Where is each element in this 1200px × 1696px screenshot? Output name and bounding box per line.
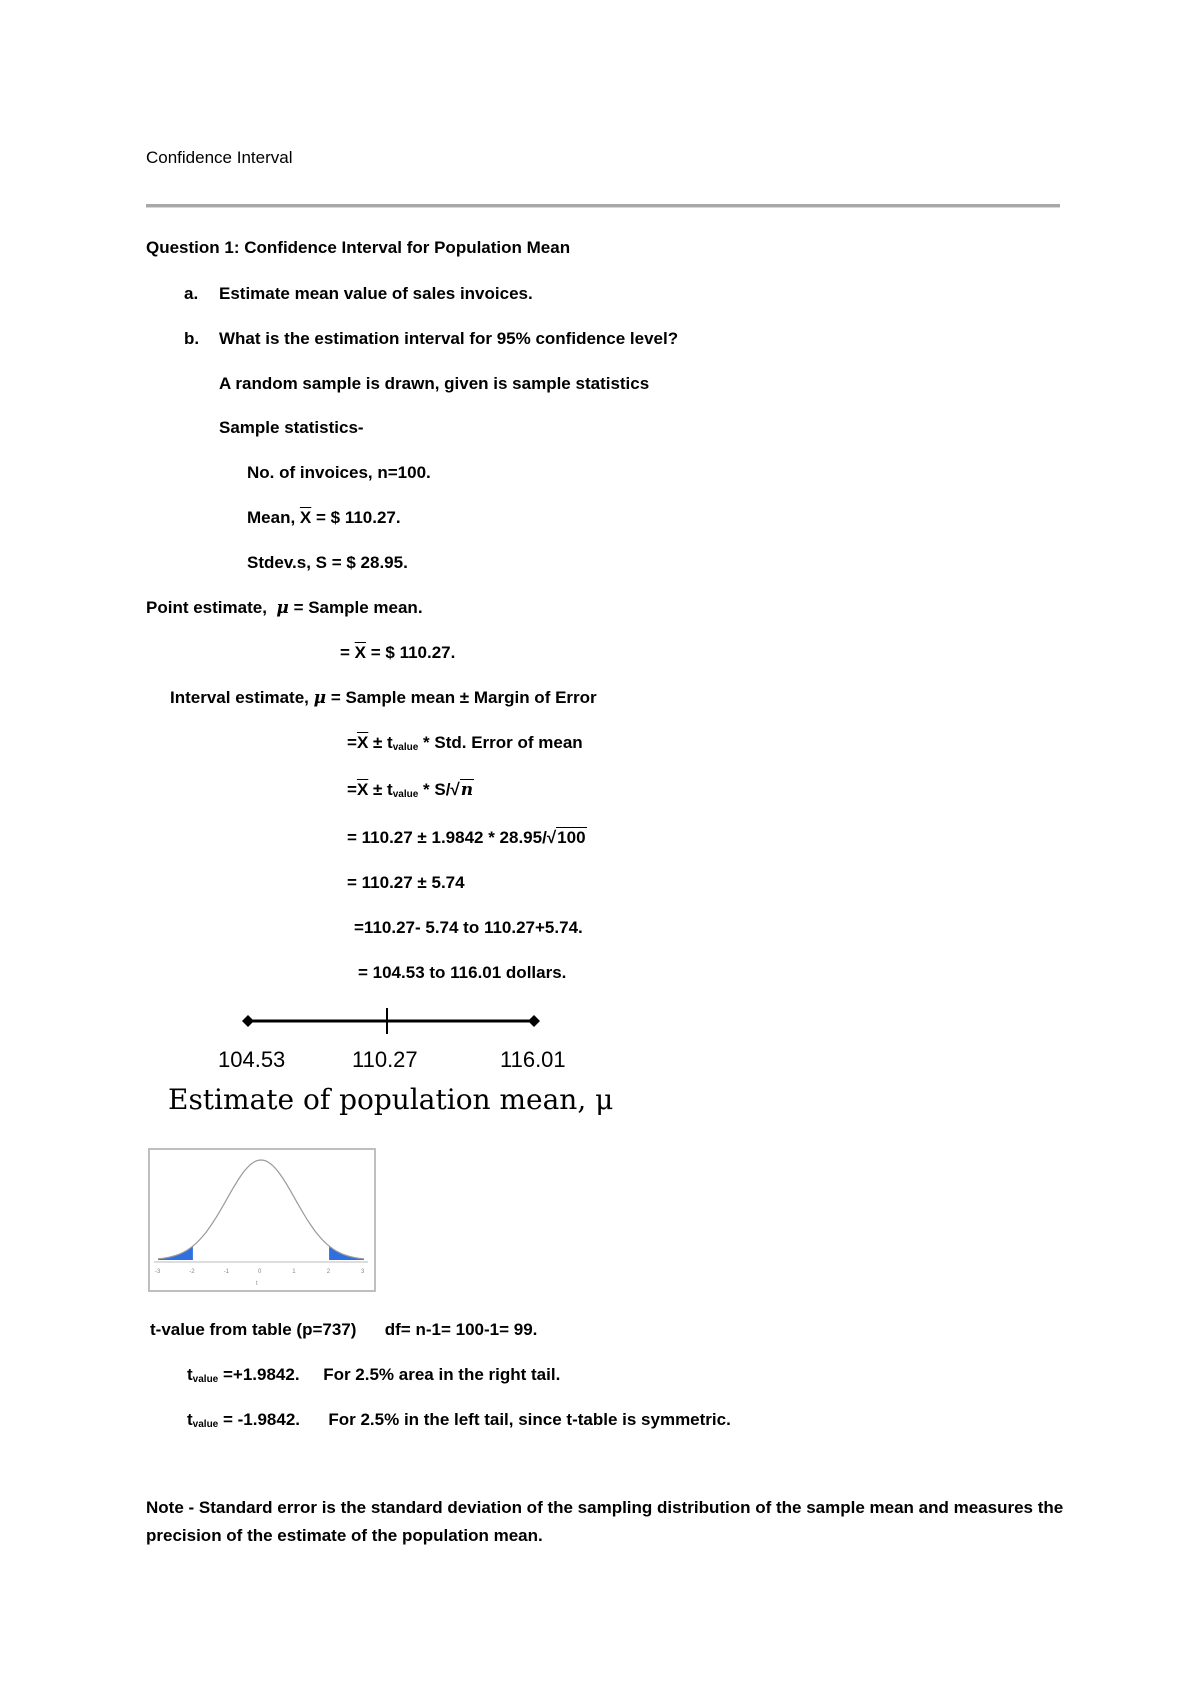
point-estimate-label: Point estimate, [146, 598, 267, 617]
interval-step-3 [347, 828, 587, 848]
interval-estimate-line [170, 688, 597, 708]
interval-step-3-text: = 110.27 ± 1.9842 * 28.95/ [347, 828, 547, 847]
stat-mean-value: = $ 110.27. [315, 508, 401, 527]
stat-sd: Stdev.s, S = $ 28.95. [247, 553, 408, 572]
interval-step-1-rest: * Std. Error of mean [418, 733, 583, 752]
t-distribution-curve [158, 1160, 364, 1259]
point-estimate-value [340, 643, 455, 663]
t-subscript: value [392, 789, 419, 800]
t-value-table-line [150, 1320, 537, 1340]
t-value-negative [187, 1410, 731, 1435]
t-value-table-ref: t-value from table (p=737) [150, 1320, 357, 1339]
document-title: Confidence Interval [146, 148, 293, 167]
point-estimate-amount: = $ 110.27. [370, 643, 456, 662]
x-bar-symbol: $\overline{X}$ [356, 780, 369, 799]
sqrt-argument: n [460, 780, 474, 800]
t-subscript: value [192, 1419, 219, 1430]
plus-minus-t: ± t [368, 733, 393, 752]
t-tick-label: -1 [223, 1269, 230, 1275]
stat-mean [247, 508, 401, 528]
x-bar-symbol: $\overline{X}$ [356, 733, 369, 752]
stat-n: No. of invoices, n=100. [247, 463, 431, 482]
t-positive-note: For 2.5% area in the right tail. [323, 1365, 561, 1384]
t-negative-value: = -1.9842. [218, 1410, 301, 1429]
x-bar-symbol: $\overline{X}$ [299, 508, 312, 527]
right-endpoint-marker [528, 1015, 540, 1027]
list-item-b: What is the estimation interval for 95% confidence level? [219, 329, 679, 348]
equals-sign: = [347, 780, 357, 799]
interval-step-5: =110.27- 5.74 to 110.27+5.74. [354, 918, 583, 937]
number-line-label-lower: 104.53 [218, 1047, 286, 1072]
mu-symbol: μ [276, 598, 289, 618]
t-tick-label: 0 [258, 1269, 262, 1275]
plus-minus-t: ± t [368, 780, 393, 799]
t-tick-label: -2 [189, 1269, 195, 1275]
t-tick-label: 3 [361, 1269, 365, 1275]
t-tick-label: 1 [292, 1269, 296, 1275]
sqrt-sign: √ [546, 828, 557, 847]
standard-error-note: Note - Standard error is the standard deviation of the sampling distribution of the sample mean and measures the precision of the estimate of the population mean. [146, 1498, 1064, 1545]
point-estimate-rhs: = Sample mean. [293, 598, 423, 617]
t-axis-label: t [256, 1281, 258, 1287]
t-negative-note: For 2.5% in the left tail, since t-table is symmetric. [328, 1410, 731, 1429]
interval-estimate-label: Interval estimate, [170, 688, 309, 707]
number-line-label-center: 110.27 [352, 1047, 418, 1072]
stat-mean-prefix: Mean, [247, 508, 300, 527]
t-subscript: value [392, 742, 419, 753]
t-distribution-figure [148, 1148, 376, 1292]
x-bar-symbol: $\overline{X}$ [354, 643, 367, 662]
interval-step-2 [347, 780, 474, 805]
t-subscript: value [192, 1374, 219, 1385]
title-divider [146, 204, 1060, 208]
question-heading: Question 1: Confidence Interval for Population Mean [146, 238, 571, 257]
t-axis-ticks [155, 1269, 365, 1275]
interval-step-4: = 110.27 ± 5.74 [347, 873, 465, 892]
number-line [230, 1000, 570, 1040]
interval-step-6: = 104.53 to 116.01 dollars. [358, 963, 567, 982]
t-tick-label: -3 [155, 1269, 161, 1275]
interval-step-1 [347, 733, 583, 758]
t-symbol: t [187, 1410, 193, 1429]
number-line-label-upper: 116.01 [500, 1047, 566, 1072]
sqrt-argument: 100 [557, 828, 586, 847]
equals-sign: = [340, 643, 350, 662]
sample-stats-label: Sample statistics- [219, 418, 364, 437]
degrees-of-freedom: df= n-1= 100-1= 99. [384, 1320, 538, 1339]
list-marker-a: a. [184, 284, 199, 303]
list-marker-b: b. [184, 329, 200, 348]
sqrt-sign: √ [450, 780, 460, 799]
point-estimate-line [146, 598, 423, 618]
t-positive-value: =+1.9842. [218, 1365, 300, 1384]
sample-intro: A random sample is drawn, given is sample statistics [219, 374, 650, 393]
t-tick-label: 2 [326, 1269, 331, 1275]
interval-estimate-rhs: = Sample mean ± Margin of Error [330, 688, 597, 707]
t-symbol: t [187, 1365, 193, 1384]
mu-symbol: μ [313, 688, 327, 708]
interval-step-2-rest: * S/ [418, 780, 451, 799]
t-distribution-plot [150, 1150, 374, 1290]
t-value-positive [187, 1365, 560, 1390]
left-endpoint-marker [242, 1015, 254, 1027]
list-item-a: Estimate mean value of sales invoices. [219, 284, 533, 303]
number-line-caption: Estimate of population mean, μ [168, 1083, 614, 1116]
equals-sign: = [347, 733, 357, 752]
